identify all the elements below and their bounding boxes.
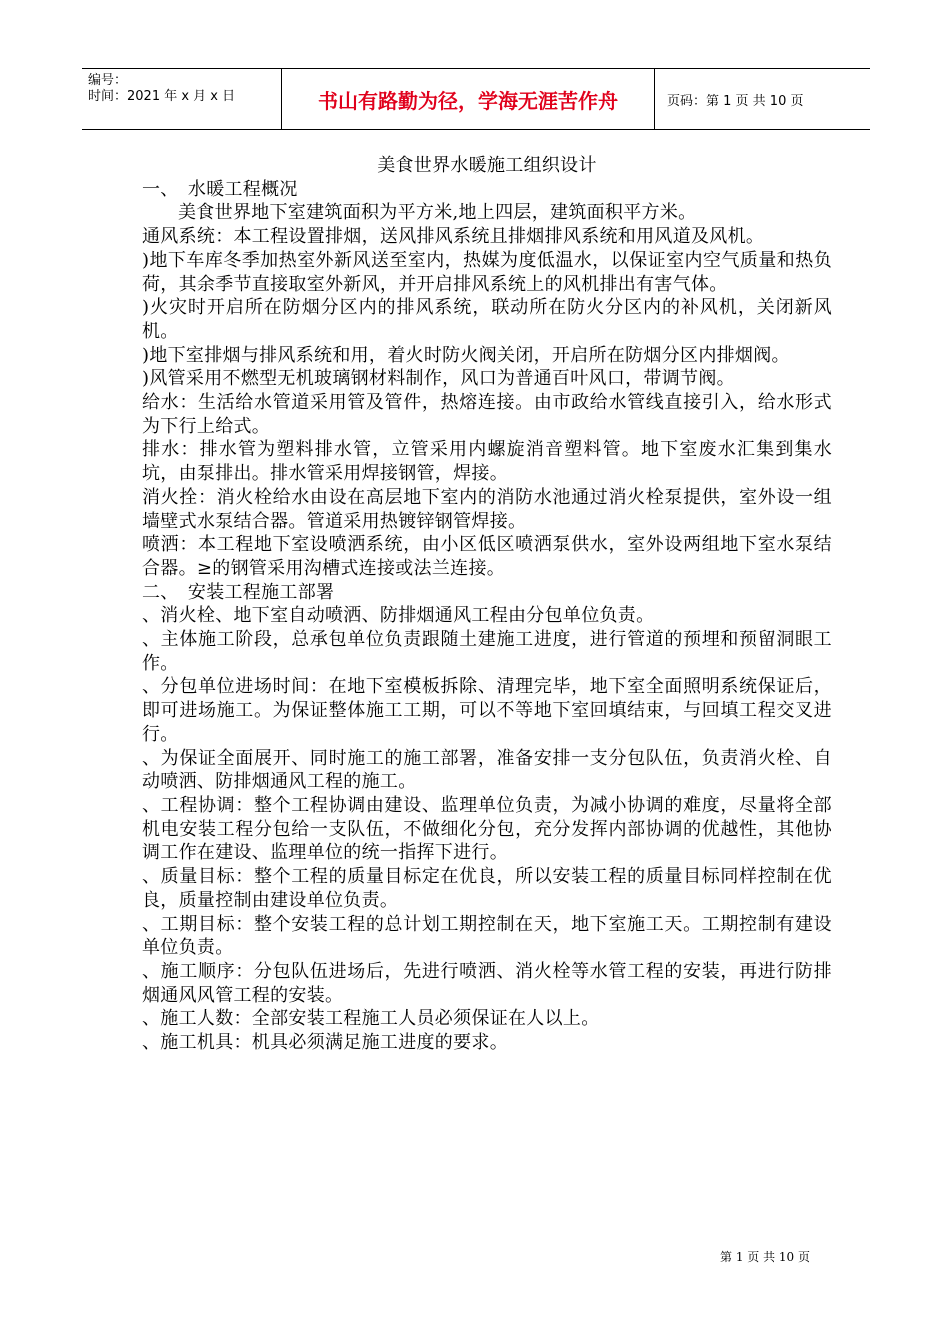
paragraph: 、质量目标：整个工程的质量目标定在优良，所以安装工程的质量目标同样控制在优良，质量控制由建设单位负责。 — [142, 866, 832, 911]
paragraph: )火灾时开启所在防烟分区内的排风系统，联动所在防火分区内的补风机，关闭新风机。 — [142, 297, 832, 342]
paragraph: 排水：排水管为塑料排水管，立管采用内螺旋消音塑料管。地下室废水汇集到集水坑，由泵排出。排水管采用焊接钢管，焊接。 — [142, 439, 832, 485]
paragraph: 、分包单位进场时间：在地下室模板拆除、清理完毕，地下室全面照明系统保证后，即可进场施工。为保证整体施工工期，可以不等地下室回填结束，与回填工程交叉进行。 — [142, 676, 832, 745]
paragraph: 、为保证全面展开、同时施工的施工部署，准备安排一支分包队伍，负责消火栓、自动喷洒、防排烟通风工程的施工。 — [142, 747, 832, 793]
paragraph: )地下室排烟与排风系统和用，着火时防火阀关闭，开启所在防烟分区内排烟阀。 — [142, 344, 790, 366]
paragraph: 、消火栓、地下室自动喷洒、防排烟通风工程由分包单位负责。 — [142, 605, 655, 627]
paragraph: 、主体施工阶段，总承包单位负责跟随土建施工进度，进行管道的预埋和预留洞眼工作。 — [142, 629, 832, 674]
paragraph: 喷洒：本工程地下室设喷洒系统，由小区低区喷洒泵供水，室外设两组地下室水泵结合器。≥的钢管采用沟槽式连接或法兰连接。 — [142, 534, 832, 579]
paragraph: 给水：生活给水管道采用管及管件，热熔连接。由市政给水管线直接引入，给水形式为下行上给式。 — [142, 392, 832, 437]
paragraph: )地下车库冬季加热室外新风送至室内，热媒为度低温水，以保证室内空气质量和热负荷，其余季节直接取室外新风，并开启排风系统上的风机排出有害气体。 — [142, 249, 832, 295]
document-body — [142, 154, 832, 1055]
paragraph: 、施工顺序：分包队伍进场后，先进行喷洒、消火栓等水管工程的安装，再进行防排烟通风风管工程的安装。 — [142, 960, 832, 1006]
paragraph: 、工程协调：整个工程协调由建设、监理单位负责，为减小协调的难度，尽量将全部机电安装工程分包给一支队伍，不做细化分包，充分发挥内部协调的优越性，其他协调工作在建设、监理单位的统一指挥下进行。 — [142, 794, 832, 864]
paragraph: 、施工人数：全部安装工程施工人员必须保证在人以上。 — [142, 1008, 600, 1030]
page-footer: 第 1 页 共 10 页 — [720, 1250, 810, 1264]
document-date-label: 时间：2021 年 x 月 x 日 — [88, 89, 236, 104]
document-number-label: 编号： — [88, 73, 128, 88]
document-title: 美食世界水暖施工组织设计 — [377, 155, 597, 176]
paragraph: 、工期目标：整个安装工程的总计划工期控制在天，地下室施工天。工期控制有建设单位负责。 — [142, 913, 832, 959]
header-meta — [82, 69, 282, 129]
paragraph: 通风系统：本工程设置排烟，送风排风系统且排烟排风系统和用风道及风机。 — [142, 226, 765, 248]
paragraph: )风管采用不燃型无机玻璃钢材料制作，风口为普通百叶风口，带调节阀。 — [142, 368, 735, 390]
header-motto: 书山有路勤为径，学海无涯苦作舟 — [282, 69, 655, 129]
paragraph: 消火拴：消火栓给水由设在高层地下室内的消防水池通过消火栓泵提供，室外设一组墙壁式水泵结合器。管道采用热镀锌钢管焊接。 — [142, 486, 832, 532]
paragraph: 、施工机具：机具必须满足施工进度的要求。 — [142, 1032, 508, 1054]
page-header — [82, 68, 870, 130]
header-page-number: 页码：第 1 页 共 10 页 — [667, 93, 804, 109]
section-heading: 一、 水暖工程概况 — [142, 178, 298, 200]
section-heading: 二、 安装工程施工部署 — [142, 581, 335, 603]
paragraph: 美食世界地下室建筑面积为平方米,地上四层，建筑面积平方米。 — [178, 202, 697, 224]
